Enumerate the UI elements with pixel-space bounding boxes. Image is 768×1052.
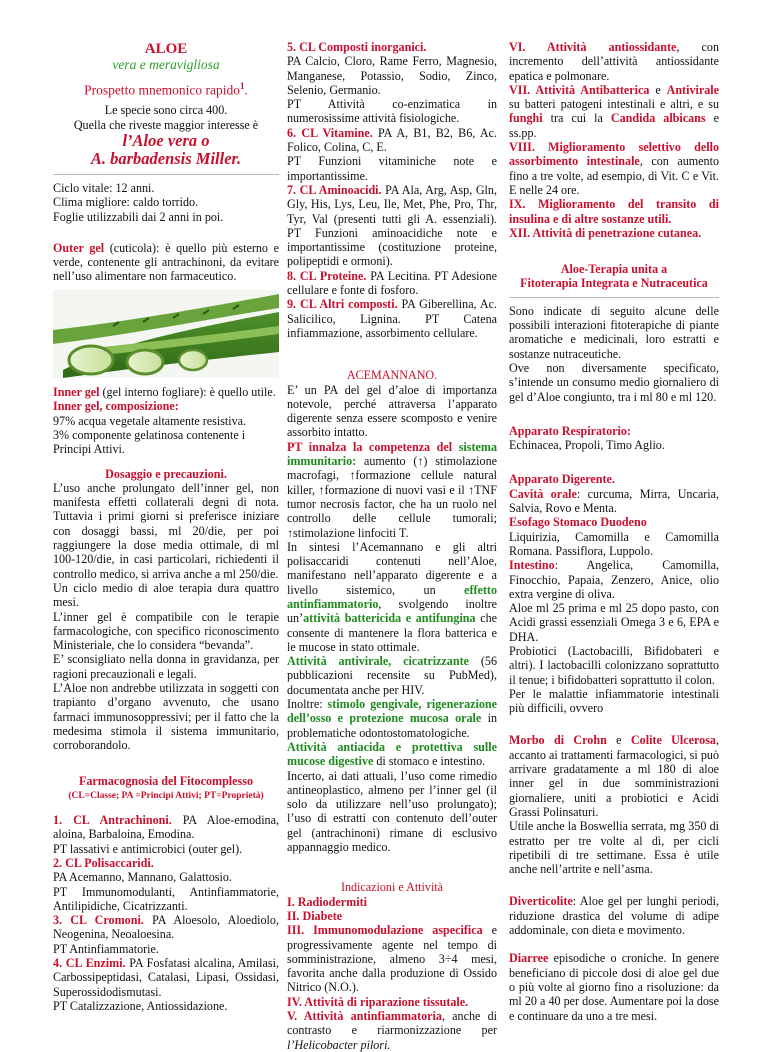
class-3-pa: PA Aloesolo, Aloediolo, Neogenina, Neoaloesina. (53, 913, 279, 942)
inoltre-text-a: Inoltre: (287, 697, 328, 712)
inner-comp-label: Inner gel, composizione: (53, 399, 179, 414)
terapie-text: L’inner gel è compatibile con le terapie farmacologiche, con specifico riconoscimento Ministeriale, che lo considera “bevanda”. (53, 609, 279, 653)
ind-1: I. Radiodermiti (287, 894, 367, 909)
class-5-pa: PA Calcio, Cloro, Rame Ferro, Magnesio, Manganese, Potassio, Sodio, Zinco, Selenio, Germanio. (287, 54, 497, 97)
esofago-label: Esofago Stomaco Duodeno (509, 515, 647, 530)
sconsigliato-text: E’ sconsigliato nella donna in gravidanza, per ragioni precauzionali e legali. (53, 652, 279, 681)
crohn-and: e (606, 733, 631, 748)
ind-12: XII. Attività di penetrazione cutanea. (509, 225, 702, 240)
outer-gel-text: (cuticola): è quello più esterno e verde, contenente gli antrachinoni, da evitare nell’uso alimentare non farmaceutico. (53, 240, 279, 284)
class-3-pt: PT Antinfiammatorie. (53, 941, 159, 956)
diarrea-text: episodiche o croniche. In genere beneficiano di piccole dosi di aloe gel due o più volte al giorno fino a risoluzione: da ml 20 a 40 per dose. Aumentare poi la dose e continuare da uno a tre mesi. (509, 951, 719, 1023)
inner-gel-label: Inner gel (53, 385, 100, 400)
class-1-pa: PA Aloe-emodina, aloina, Barbaloina, Emodina. (53, 813, 279, 842)
farmaco-legend: (CL=Classe; PA =Principi Attivi; PT=Proprietà) (68, 790, 264, 801)
column-1 (53, 40, 279, 1013)
ciclo-text: Un ciclo medio di aloe terapia dura quattro mesi. (53, 580, 279, 610)
colite-label: Colite Ulcerosa (630, 733, 716, 748)
unita-title-2: Fitoterapia Integrata e Nutraceutica (520, 276, 708, 291)
class-3-title: 3. CL Cromoni. (53, 913, 144, 928)
crohn-paragraph (509, 733, 719, 819)
antivirale-text: (56 pubblicazioni recensite su PubMed), documentata anche per HIV. (287, 654, 497, 697)
inoltre-paragraph (287, 697, 497, 740)
inner-comp-1: 97% acqua vegetale altamente resistiva. (53, 413, 247, 428)
sintesi-highlight-1: effetto antinfiammatorio (287, 582, 497, 611)
probiotici-text: Probiotici (Lactobacilli, Bifidobateri e altri). I lactobacilli colonizzano soprattutto il tenue; i bifidobatteri soprattutto il colon. (509, 643, 719, 687)
ind-3 (287, 923, 497, 994)
farmaco-title: Farmacognosia del Fitocomplesso (79, 774, 253, 789)
mnemonic-text: Prospetto mnemonico rapido (84, 82, 241, 98)
class-7-title: 7. CL Aminoacidi. (287, 182, 382, 197)
ind-8-title: VIII. Miglioramento selettivo dello assorbimento intestinale (509, 140, 719, 169)
ind-8 (509, 140, 719, 197)
sintesi-highlight-2: attività battericida e antifungina (303, 611, 476, 626)
resp-text: Echinacea, Propoli, Timo Aglio. (509, 438, 665, 453)
antiacida-paragraph (287, 740, 497, 769)
class-5-pt: PT Attività co-enzimatica in numerosissime attività fisiologiche. (287, 97, 497, 126)
class-6-title: 6. CL Vitamine. (287, 125, 373, 140)
ind-4: IV. Attività di riparazione tissutale. (287, 994, 469, 1009)
immune-paragraph (287, 440, 497, 540)
dosaggio-text: L’uso anche prolungato dell’inner gel, non manifesta effetti collaterali degni di nota. Tuttavia i primi giorni si preferisce iniziare con dosaggi bassi, ml 20/die, per poi raggiungere la dose media ottimale, di ml 100-120/die, in casi particolari, richiedenti il controllo medico, si arriva anche a ml 250/die. (53, 480, 279, 581)
resp-title: Apparato Respiratorio: (509, 423, 631, 438)
ind-7-t2: su batteri patogeni intestinali e altri, e su (509, 97, 719, 112)
clima: Clima migliore: caldo torrido. (53, 195, 199, 210)
intestino-text: : Angelica, Camomilla, Finocchio, Papaia, Zenzero, Anice, olio extra vergine di oliva. (509, 558, 719, 601)
class-7 (287, 183, 497, 269)
immune-highlight: sistema immunitario: (287, 439, 497, 469)
dosaggio-title: Dosaggio e precauzioni. (105, 466, 227, 481)
mnemonic-line: Prospetto mnemonico rapido$^1$. (84, 80, 248, 98)
ind-5-italic: l’Helicobacter pilori. (287, 1037, 391, 1052)
sintesi-paragraph (287, 540, 497, 654)
class-9-title: 9. CL Altri composti. (287, 297, 398, 312)
ind-7-candida: Candida albicans (610, 111, 706, 126)
antiacida-text: di stomaco e intestino. (373, 754, 486, 769)
divider (53, 174, 279, 175)
class-1-pt: PT lassativi e antimicrobici (outer gel). (53, 841, 243, 856)
ciclo-vitale: Ciclo vitale: 12 anni. (53, 180, 155, 195)
ind-7-t3: tra cui la (542, 111, 611, 126)
ind-7-t4: e ss.pp. (509, 111, 719, 140)
inner-comp-2: 3% componente gelatinosa contenente i Principi Attivi. (53, 427, 246, 457)
antivirale-paragraph (287, 654, 497, 697)
class-1-title: 1. CL Antrachinoni. (53, 813, 172, 828)
class-8-title: 8. CL Proteine. (287, 268, 367, 283)
ind-6-text: , con incremento dell’attività antiossidante epatica e polmonare. (509, 40, 719, 83)
main-title-2: A. barbadensis Miller. (90, 148, 242, 168)
acemannano-title: ACEMANNANO. (346, 368, 438, 383)
column-2 (287, 40, 497, 1052)
ind-7-t1: e (649, 82, 667, 97)
intestino-paragraph (509, 558, 719, 601)
foglie: Foglie utilizzabili dai 2 anni in poi. (53, 209, 224, 224)
class-1 (53, 813, 279, 842)
aloe-ml-text: Aloe ml 25 prima e ml 25 dopo pasto, con Acidi grassi essenziali Omega 3 e 6, EPA e DHA. (509, 601, 719, 644)
ind-7-funghi: funghi (509, 111, 543, 126)
boswellia-text: Utile anche la Boswellia serrata, mg 350 di estratto per tre volte al dì, per cicli ripetibili di tre settimane. Essa è utile anche nell’artrite e nell’asma. (509, 819, 719, 877)
unita-title-1: Aloe-Terapia unita a (560, 262, 668, 277)
sintesi-text-c: , svolgendo inoltre un’ (287, 596, 497, 626)
class-4-title: 4. CL Enzimi. (53, 956, 126, 971)
class-6-pa: PA A, B1, B2, B6, Ac. Folico, Colina, C, E. (287, 125, 497, 155)
ind-3-text: e progressivamente agente nel tempo di somministrazione, almeno 3÷4 mesi, favorita anche dalla produzione di Ossido Nitrico (N.O.). (287, 923, 497, 995)
class-4 (53, 956, 279, 999)
class-2-pa: PA Acemanno, Mannano, Galattosio. (53, 870, 232, 885)
unita-text: Sono indicate di seguito alcune delle possibili interazioni fitoterapiche di piante aromatiche e medicinali, loro estratti e sostanze nutraceutiche. (509, 303, 719, 361)
ind-5 (287, 1009, 497, 1052)
ind-6-title: VI. Attività antiossidante (509, 40, 677, 54)
inoltre-text-c: in problematiche odontostomatologiche. (287, 711, 497, 740)
esofago-text: Liquirizia, Camomilla e Camomilla Romana. Passiflora, Luppolo. (509, 529, 719, 558)
class-6-pt: PT Funzioni vitaminiche note e importantissime. (287, 154, 497, 183)
class-8 (287, 269, 497, 298)
class-7-pa: PA Ala, Arg, Asp, Gln, Gly, His, Lys, Leu, Ile, Met, Phe, Pro, Thr, Tyr, Val (presenti tutti gli A. essenziali). PT Funzioni aminoacidiche note e importantissime (costituzione proteine, polipeptidi e ormoni). (287, 182, 497, 269)
divider-2 (509, 297, 719, 298)
cavita-label: Cavità orale (509, 486, 577, 501)
divert-text: : Aloe gel per lunghi periodi, riduzione drastica del volume di adipe addominale, con dieta e movimento. (509, 894, 719, 938)
ind-7-antivirale: Antivirale (666, 82, 719, 97)
inner-gel-paragraph (53, 385, 279, 399)
aloe-leaf-icon (53, 290, 279, 378)
species-line-2: Quella che riveste maggior interesse è (73, 117, 259, 132)
ind-7 (509, 83, 719, 140)
indicazioni-title: Indicazioni e Attività (340, 880, 444, 895)
antivirale-highlight: Attività antivirale, cicatrizzante (287, 654, 469, 669)
column-3 (509, 40, 719, 1023)
inner-gel-text: (gel interno fogliare): è quello utile. (99, 385, 276, 400)
class-6 (287, 126, 497, 155)
malattie-text: Per le malattie infiammatorie intestinali più difficili, ovvero (509, 686, 719, 716)
ind-7-title: VII. Attività Antibatterica (509, 82, 650, 97)
outer-gel-label: Outer gel (53, 240, 105, 255)
sintesi-text-a: In sintesi l’Acemannano e gli altri polisaccaridi contenuti nell’Aloe, manifestano nell’apparato digerente e a livello sistemico, un (287, 539, 497, 597)
diarrea-paragraph (509, 951, 719, 1022)
divert-label: Diverticolite (509, 894, 573, 909)
footnote-marker: 1 (240, 80, 245, 91)
class-4-pt: PT Catalizzazione, Antiossidazione. (53, 998, 228, 1013)
ind-5-title: V. Attività antinfiammatoria (287, 1009, 442, 1023)
incerto-text: Incerto, ai dati attuali, l’uso come rimedio antineoplastico, almeno per l’inner gel (il solo da utilizzare nell’uso prolungato); l’uso di estratti con contenuto dell’outer gel (antrachinoni) rimane di esclusivo appannaggio medico. (287, 768, 497, 855)
pt-label: PT innalza la competenza del (287, 439, 459, 454)
crohn-label: Morbo di Crohn (509, 733, 607, 748)
class-9 (287, 297, 497, 340)
aloe-leaf-illustration (53, 290, 279, 381)
crohn-text: , accanto ai trattamenti farmacologici, si può arrivare gradatamente a ml 180 di aloe inner gel in due somministrazioni giornaliere, uniti a probiotici e Acidi Grassi Polinsaturi. (509, 733, 719, 819)
doc-title: ALOE (144, 41, 188, 57)
trapianto-text: L’Aloe non andrebbe utilizzata in soggetti con trapianto d’organo avvenuto, che usano farmaci immunosoppressivi; per il fatto che la medesima stimola il sistema immunitario, corroborandolo. (53, 681, 279, 753)
cavita-text: : curcuma, Mirra, Uncaria, Salvia, Rovo e Menta. (509, 486, 719, 516)
ove-text: Ove non diversamente specificato, s’intende un consumo medio giornaliero di gel d’Aloe congiunto, tra i ml 80 e ml 120. (509, 360, 719, 404)
ind-3-title: III. Immunomodulazione aspecifica (287, 923, 483, 938)
acemannano-text: E’ un PA del gel d’aloe di importanza notevole, perché attraversa l’apparato digerente senza essere scomposto e venire assorbito intatto. (287, 382, 497, 440)
diarrea-label: Diarree (509, 951, 549, 966)
sintesi-text-e: che consente di mantenere la flora batterica e le mucose in stato ottimale. (287, 611, 497, 654)
class-8-pa: PA Lecitina. PT Adesione cellulare e fonte di fosforo. (287, 268, 497, 298)
intestino-label: Intestino (509, 558, 555, 573)
class-5-title: 5. CL Composti inorganici. (287, 40, 427, 54)
doc-subtitle: vera e meravigliosa (112, 57, 220, 73)
class-4-pa: PA Fosfatasi alcalina, Amilasi, Carbossipeptidasi, Catalasi, Lipasi, Ossidasi, Superossidodismutasi. (53, 956, 279, 999)
inoltre-highlight: stimolo gengivale, rigenerazione dell’osso e protezione mucosa orale (287, 697, 497, 726)
class-3 (53, 913, 279, 942)
ind-8-text: , con aumento fino a tre volte, ad esempio, di Vit. C e Vit. E nelle 24 ore. (509, 154, 719, 197)
ind-6 (509, 40, 719, 83)
species-line-1: Le specie sono circa 400. (104, 103, 228, 118)
ind-2: II. Diabete (287, 908, 343, 923)
dig-title: Apparato Digerente. (509, 472, 615, 487)
immune-text: aumento (↑) stimolazione macrofagi, ↑formazione cellule natural killer, ↑formazione di nuovi vasi e il ↑TNF tumor necrosis factor, che ha un ruolo nel controllo delle cellule tumorali; ↑stimolazione linfociti T. (287, 454, 497, 540)
main-title-1: l’Aloe vera o (122, 130, 210, 150)
divert-paragraph (509, 894, 719, 937)
class-9-pa: PA Giberellina, Ac. Salicilico, Lignina. PT Catena infiammazione, assorbimento cellulare. (287, 297, 497, 340)
outer-gel-paragraph (53, 241, 279, 284)
ind-5-text: , anche di contrasto e riarmonizzazione per (287, 1009, 497, 1038)
antiacida-highlight: Attività antiacida e protettiva sulle mucose digestive (287, 739, 497, 769)
cavita-paragraph (509, 487, 719, 516)
ind-9: IX. Miglioramento del transito di insulina e di altre sostanze utili. (509, 197, 719, 226)
class-2-title: 2. CL Polisaccaridi. (53, 855, 154, 870)
class-2-pt: PT Immunomodulanti, Antinfiammatorie, Antilipidiche, Cicatrizzanti. (53, 884, 279, 913)
